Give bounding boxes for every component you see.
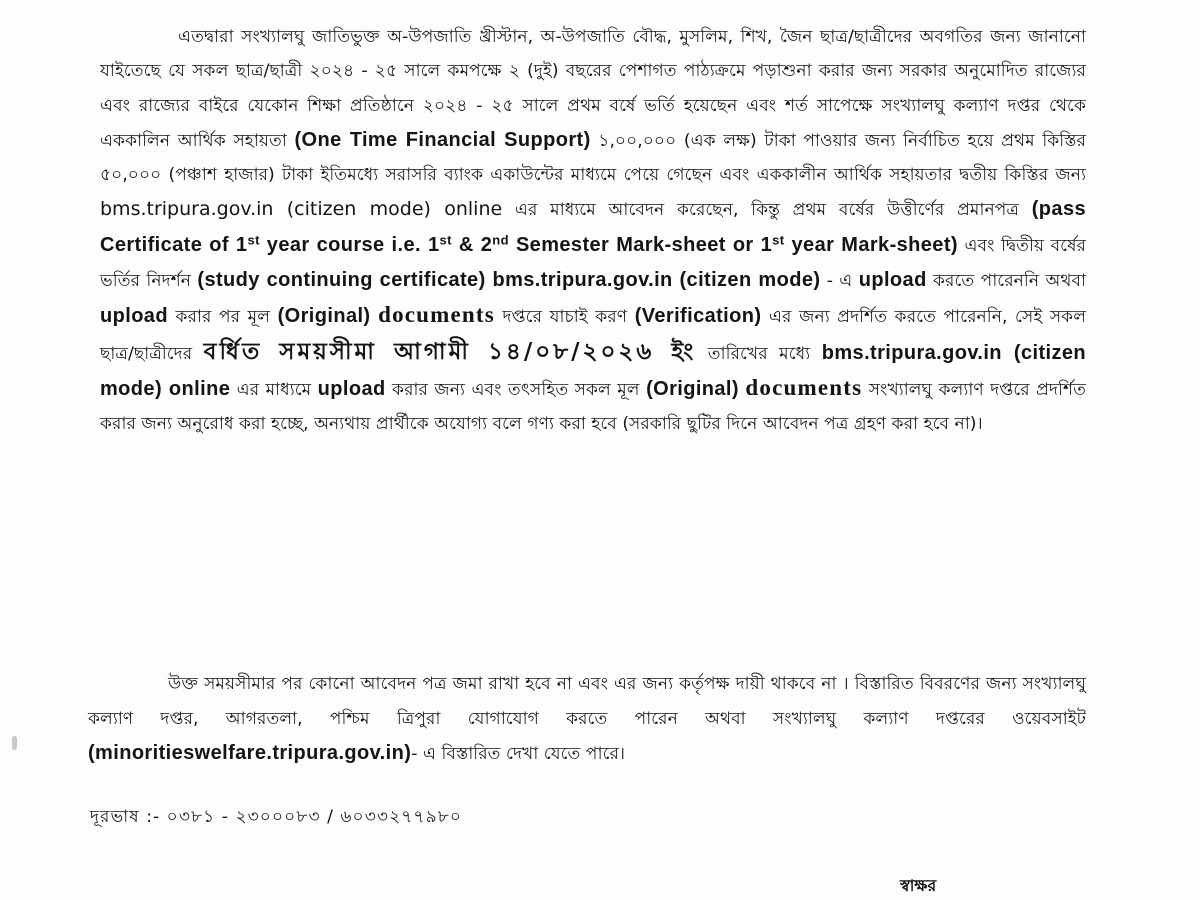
body-text: ১,০০,০০০ (এক লক্ষ) টাকা পাওয়ার জন্য নির্বাচিত হয়ে প্রথম কিস্তির ৫০,০০০ (পঞ্চাশ হাজার) টাকা ইতিমধ্যে সরাসরি ব্যাংক একাউন্টের মাধ্যমে পেয়ে গেছেন এবং এককালীন আর্থিক সহায়তার দ্বতীয় কিস্তির জন্য (100, 130, 1086, 186)
bold-serif-term: documents (745, 374, 863, 400)
body-text: এবং দ্বিতীয় বর্ষের ভর্তির নিদর্শন (100, 235, 1087, 292)
body-text (371, 307, 379, 327)
body-text: করতে পারেননি অথবা (926, 271, 1087, 292)
phone-numbers: দূরভাষ :- ০৩৮১ - ২৩০০০৮৩ / ৬০৩৩২৭৭৯৮০ (90, 807, 463, 827)
body-text: করার জন্য এবং তৎসহিত সকল মূল (385, 379, 647, 400)
bold-term: bms.tripura.gov.in (citizen mode) online (100, 341, 1087, 400)
body-text: - এ (820, 271, 859, 292)
bold-term: (Original) (646, 377, 739, 400)
bold-term: upload (317, 377, 386, 400)
body-text: উক্ত সময়সীমার পর কোনো আবেদন পত্র জমা রাখা হবে না এবং এর জন্য কর্তৃপক্ষ দায়ী থাকবে না । বিস্তারিত বিবরণের জন্য সংখ্যালঘু কল্যাণ দপ্তর, আগরতলা, পশ্চিম ত্রিপুরা যোগাযোগ করতে পারেন অথবা সংখ্যালঘু কল্যাণ দপ্তরের ওয়েবসাইট (88, 674, 1086, 729)
notice-second-paragraph (88, 667, 1086, 772)
superscript: st (247, 232, 260, 248)
scan-artifact (12, 736, 17, 750)
body-text: করার পর মূল (167, 307, 278, 328)
body-text: সংখ্যালঘু কল্যাণ দপ্তরে প্রদর্শিত করার জন্য অনুরোধ করা হচ্ছে, অন্যথায় প্রার্থীকে অযোগ্য বলে গণ্য করা হবে (সরকারি ছুটির দিনে আবেদন পত্র গ্রহণ করা হবে না)। (100, 379, 1086, 435)
bold-serif-term: documents (378, 302, 495, 328)
bold-term: upload (858, 269, 927, 292)
bold-term: (Original) (277, 305, 371, 328)
body-text: তারিখের মধ্যে (696, 343, 822, 364)
bold-term: (study continuing certificate) bms.tripura.gov.in (citizen mode) (197, 269, 821, 292)
bold-term: year course i.e. 1 (259, 233, 440, 256)
body-text: এর জন্য প্রদর্শিত করতে পারেননি, সেই সকল ছাত্র/ছাত্রীদের (100, 307, 1087, 364)
bold-term: Semester Mark-sheet or 1 (508, 233, 773, 256)
body-text: দপ্তরে যাচাই করণ (494, 307, 635, 328)
body-text: - এ বিস্তারিত দেখা যেতে পারে। (411, 744, 626, 764)
superscript: nd (492, 232, 509, 248)
extended-deadline: বর্ধিত সময়সীমা আগামী ১৪/০৮/২০২৬ ইং (203, 338, 697, 365)
notice-main-paragraph (100, 20, 1086, 442)
bold-term: & 2 (451, 233, 493, 256)
superscript: st (772, 232, 785, 248)
signature-label: স্বাক্ষর (900, 876, 937, 895)
bold-term: year Mark-sheet) (784, 233, 958, 256)
website-reference: (minoritieswelfare.tripura.gov.in) (88, 742, 412, 764)
portal-reference: bms.tripura.gov.in (citizen mode) online (100, 198, 503, 221)
body-text: এতদ্বারা সংখ্যালঘু জাতিভুক্ত অ-উপজাতি খ্রীস্টান, অ-উপজাতি বৌদ্ধ, মুসলিম, শিখ, জৈন ছাত্র/ছাত্রীদের অবগতির জন্য জানানো যাইতেছে যে সকল ছাত্র/ছাত্রী ২০২৪ - ২৫ সালে কমপক্ষে ২ (দুই) বছরের পেশাগত পাঠ্যক্রমে পড়াশুনা করার জন্য সরকার অনুমোদিত রাজ্যের এবং রাজ্যের বাইরে যেকোন শিক্ষা প্রতিষ্ঠানে ২০২৪ - ২৫ সালে প্রথম বর্ষে ভর্তি হয়েছেন এবং শর্ত সাপেক্ষে সংখ্যালঘু কল্যাণ দপ্তর থেকে এককালিন আর্থিক সহায়তা (100, 27, 1086, 151)
body-text: এর মাধ্যমে আবেদন করেছেন, কিন্তু প্রথম বর্ষের উত্তীর্ণের প্রমানপত্র (502, 200, 1032, 221)
bold-term: (One Time Financial Support) (294, 128, 591, 151)
bold-term: (Verification) (634, 305, 762, 328)
bold-term: upload (100, 305, 168, 328)
bold-term: (pass Certificate of 1 (100, 198, 1086, 256)
superscript: st (439, 232, 452, 248)
body-text: এর মাধ্যমে (230, 379, 318, 400)
